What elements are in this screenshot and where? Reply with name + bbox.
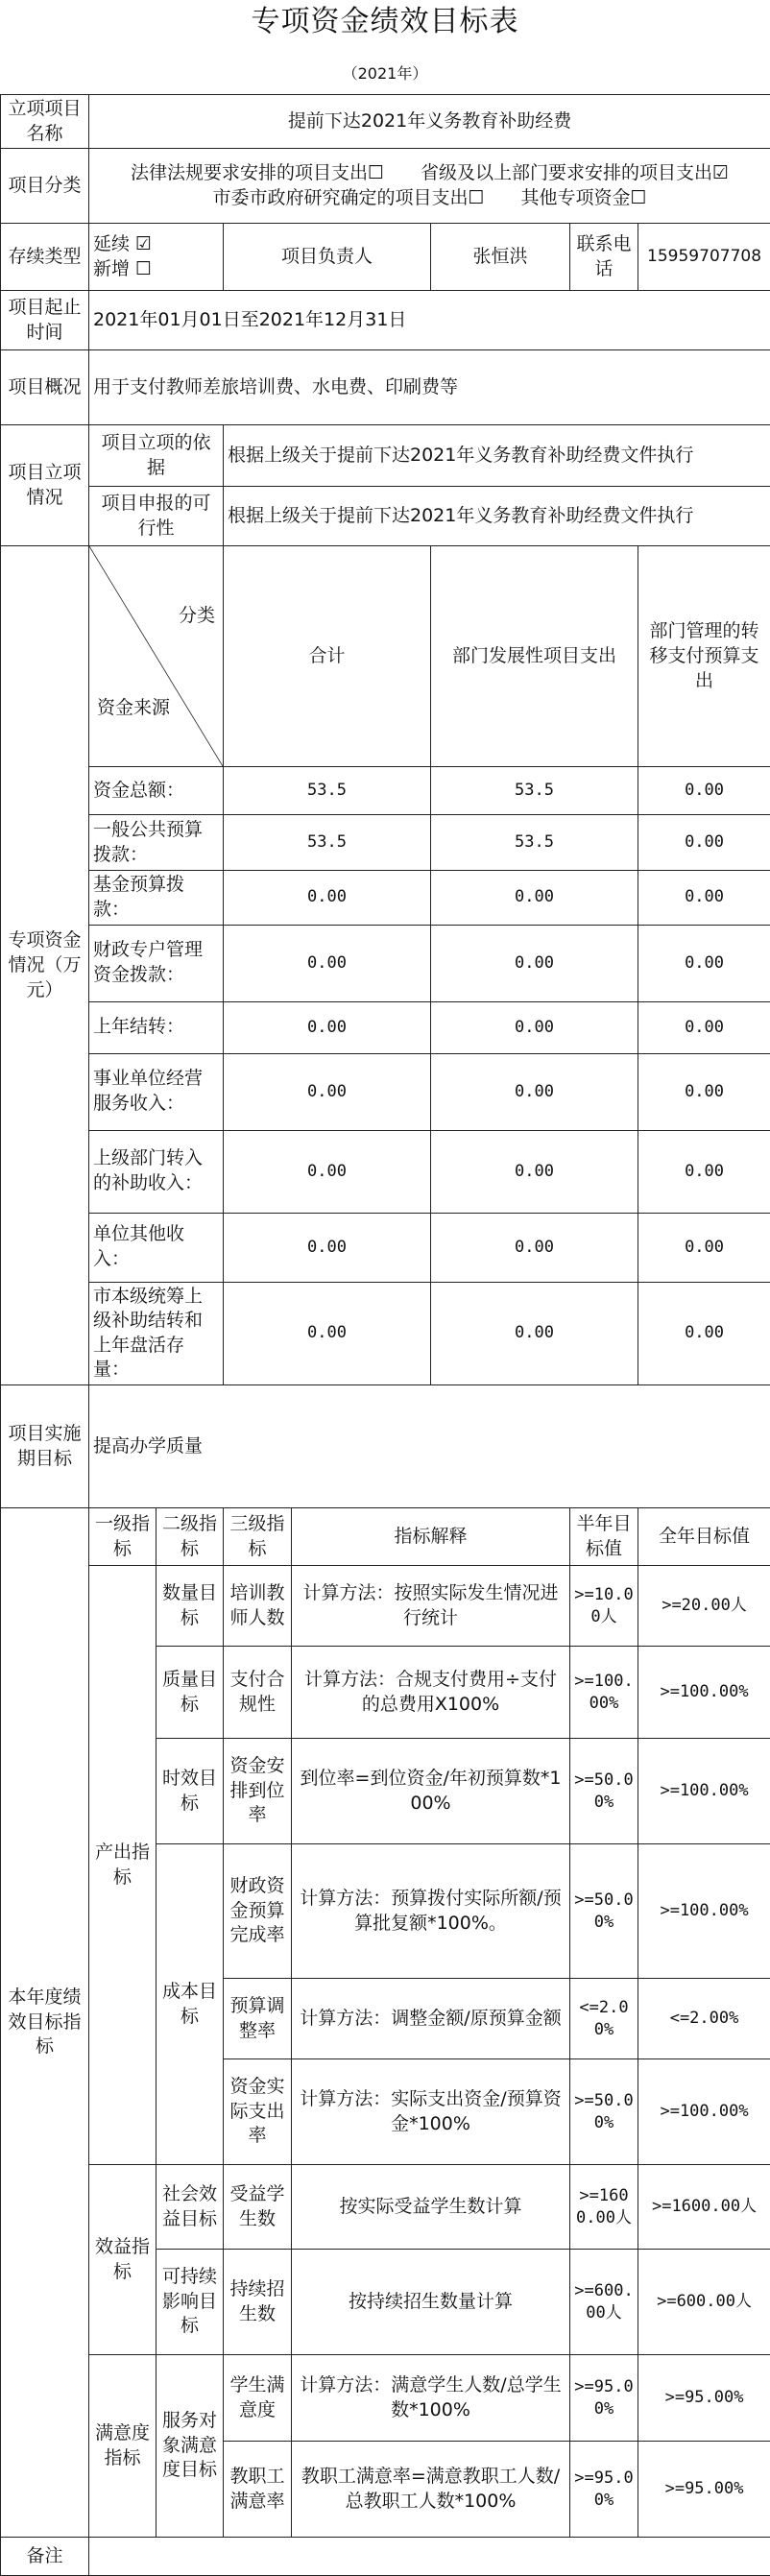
remarks-label: 备注 (1, 2538, 89, 2576)
project-phone-label: 联系电话 (570, 224, 638, 291)
indicator-explain: 计算方法：预算拨付实际所额/预算批复额*100%。 (292, 1844, 570, 1979)
funds-row-dept: 0.00 (431, 1213, 638, 1282)
indicator-l3: 财政资金预算完成率 (224, 1844, 292, 1979)
indicator-l2-sustain: 可持续影响目标 (156, 2250, 224, 2355)
basis-item-value: 根据上级关于提前下达2021年义务教育补助经费文件执行 (224, 425, 770, 487)
indicator-l2-service: 服务对象满意度目标 (156, 2355, 224, 2538)
funds-col-dept: 部门发展性项目支出 (431, 546, 638, 767)
indicator-l2-quality: 质量目标 (156, 1647, 224, 1739)
funds-row-total: 0.00 (224, 871, 431, 925)
funds-row-dept: 0.00 (431, 1130, 638, 1213)
funds-row-total: 0.00 (224, 925, 431, 1001)
project-name-row (1, 95, 770, 149)
indicator-l3: 学生满意度 (224, 2355, 292, 2442)
category-option-municipal[interactable]: 市委市政府研究确定的项目支出☐ (212, 187, 484, 208)
project-category-label: 项目分类 (1, 149, 89, 224)
indicator-l2-timeliness: 时效目标 (156, 1739, 224, 1844)
project-period-row (1, 291, 770, 350)
funds-row-transfer: 0.00 (638, 925, 770, 1001)
type-option-continue[interactable]: 延续 ☑ (93, 233, 152, 254)
project-name-value: 提前下达2021年义务教育补助经费 (89, 95, 770, 149)
project-overview-label: 项目概况 (1, 350, 89, 425)
indicator-l1-effect: 效益指标 (89, 2165, 156, 2355)
project-leader-label: 项目负责人 (224, 224, 431, 291)
project-category-options (89, 149, 770, 224)
funds-col-transfer: 部门管理的转移支付预算支出 (638, 546, 770, 767)
funds-row-total: 53.5 (224, 815, 431, 871)
indicator-l3: 资金安排到位率 (224, 1739, 292, 1844)
indicator-full: >=100.00% (638, 2059, 770, 2165)
funds-row (1, 815, 770, 871)
indicator-row (1, 1566, 770, 1647)
funds-row-total: 0.00 (224, 1213, 431, 1282)
project-type-label: 存续类型 (1, 224, 89, 291)
funds-row-label: 上级部门转入的补助收入： (89, 1130, 224, 1213)
indicator-half: >=50.00% (570, 2059, 638, 2165)
indicator-full: >=600.00人 (638, 2250, 770, 2355)
indicator-explain: 按持续招生数量计算 (292, 2250, 570, 2355)
basis-item-value: 根据上级关于提前下达2021年义务教育补助经费文件执行 (224, 487, 770, 546)
diagonal-line (89, 546, 223, 766)
funds-header-row (1, 546, 770, 767)
funds-row-label: 市本级统筹上级补助结转和上年盘活存量： (89, 1282, 224, 1385)
funds-col-total: 合计 (224, 546, 431, 767)
funds-row-label: 基金预算拨款： (89, 871, 224, 925)
indicator-explain: 到位率=到位资金/年初预算数*100% (292, 1739, 570, 1844)
indicator-half: >=50.00% (570, 1739, 638, 1844)
funds-row-transfer: 0.00 (638, 1213, 770, 1282)
indicator-header-row (1, 1508, 770, 1566)
page-title: 专项资金绩效目标表 (0, 0, 770, 44)
indicator-l3: 预算调整率 (224, 1979, 292, 2059)
indicator-row (1, 2165, 770, 2250)
indicator-explain: 计算方法：按照实际发生情况进行统计 (292, 1566, 570, 1647)
indicator-header-full: 全年目标值 (638, 1508, 770, 1566)
indicator-full: <=2.00% (638, 1979, 770, 2059)
funds-row-dept: 0.00 (431, 871, 638, 925)
funds-row-transfer: 0.00 (638, 871, 770, 925)
diagonal-source-label: 资金来源 (97, 696, 170, 721)
project-category-row (1, 149, 770, 224)
funds-row-total: 0.00 (224, 1001, 431, 1053)
remarks-row (1, 2538, 770, 2576)
indicator-l3: 培训教师人数 (224, 1566, 292, 1647)
indicator-half: >=1600.00人 (570, 2165, 638, 2250)
funds-row-dept: 0.00 (431, 1001, 638, 1053)
indicator-half: >=600.00人 (570, 2250, 638, 2355)
indicator-half: >=95.00% (570, 2442, 638, 2538)
goal-value: 提高办学质量 (89, 1385, 770, 1508)
funds-row-transfer: 0.00 (638, 815, 770, 871)
indicator-half: <=2.00% (570, 1979, 638, 2059)
indicator-full: >=100.00% (638, 1647, 770, 1739)
indicator-full: >=20.00人 (638, 1566, 770, 1647)
indicator-header-explain: 指标解释 (292, 1508, 570, 1566)
indicator-half: >=100.00% (570, 1647, 638, 1739)
project-leader-value: 张恒洪 (431, 224, 570, 291)
project-period-value: 2021年01月01日至2021年12月31日 (89, 291, 770, 350)
funds-diagonal-header (89, 546, 224, 767)
indicator-l3: 资金实际支出率 (224, 2059, 292, 2165)
project-period-label: 项目起止时间 (1, 291, 89, 350)
indicator-full: >=95.00% (638, 2442, 770, 2538)
type-option-new[interactable]: 新增 ☐ (93, 258, 152, 279)
project-basis-label: 项目立项情况 (1, 425, 89, 546)
indicator-full: >=1600.00人 (638, 2165, 770, 2250)
diagonal-category-label: 分类 (179, 604, 215, 629)
indicator-full: >=95.00% (638, 2355, 770, 2442)
indicator-full: >=100.00% (638, 1844, 770, 1979)
funds-row-dept: 53.5 (431, 815, 638, 871)
project-overview-row (1, 350, 770, 425)
indicator-explain: 计算方法：实际支出资金/预算资金*100% (292, 2059, 570, 2165)
funds-row-dept: 53.5 (431, 767, 638, 815)
funds-row-dept: 0.00 (431, 1053, 638, 1130)
indicator-l3: 支付合规性 (224, 1647, 292, 1739)
remarks-value (89, 2538, 770, 2576)
funds-row (1, 1213, 770, 1282)
indicator-section-label: 本年度绩效目标指标 (1, 1508, 89, 2538)
goal-row (1, 1385, 770, 1508)
funds-row-transfer: 0.00 (638, 1001, 770, 1053)
funds-row (1, 871, 770, 925)
funds-row-label: 财政专户管理资金拨款： (89, 925, 224, 1001)
indicator-explain: 教职工满意率=满意教职工人数/总教职工人数*100% (292, 2442, 570, 2538)
funds-row-transfer: 0.00 (638, 1130, 770, 1213)
category-option-other[interactable]: 其他专项资金☐ (521, 187, 647, 208)
funds-row (1, 925, 770, 1001)
funds-row-transfer: 0.00 (638, 767, 770, 815)
performance-table (0, 94, 770, 2576)
indicator-explain: 计算方法：满意学生人数/总学生数*100% (292, 2355, 570, 2442)
indicator-header-l2: 二级指标 (156, 1508, 224, 1566)
indicator-header-half: 半年目标值 (570, 1508, 638, 1566)
funds-row-total: 53.5 (224, 767, 431, 815)
indicator-l1-output: 产出指标 (89, 1566, 156, 2165)
indicator-l2-quantity: 数量目标 (156, 1566, 224, 1647)
project-name-label: 立项项目名称 (1, 95, 89, 149)
indicator-l2-social: 社会效益目标 (156, 2165, 224, 2250)
indicator-row (1, 2355, 770, 2442)
indicator-explain: 计算方法：调整金额/原预算金额 (292, 1979, 570, 2059)
year-label: （2021年） (0, 60, 770, 88)
indicator-l2-cost: 成本目标 (156, 1844, 224, 2165)
indicator-l3: 受益学生数 (224, 2165, 292, 2250)
funds-row (1, 767, 770, 815)
funds-row-total: 0.00 (224, 1130, 431, 1213)
funds-row-label: 资金总额： (89, 767, 224, 815)
funds-row (1, 1130, 770, 1213)
funds-row-label: 单位其他收入： (89, 1213, 224, 1282)
indicator-full: >=100.00% (638, 1739, 770, 1844)
funds-row-dept: 0.00 (431, 925, 638, 1001)
goal-label: 项目实施期目标 (1, 1385, 89, 1508)
indicator-half: >=95.00% (570, 2355, 638, 2442)
project-type-options (89, 224, 224, 291)
project-basis-row (1, 425, 770, 487)
basis-item-label: 项目立项的依据 (89, 425, 224, 487)
project-type-row (1, 224, 770, 291)
funds-row-dept: 0.00 (431, 1282, 638, 1385)
project-overview-value: 用于支付教师差旅培训费、水电费、印刷费等 (89, 350, 770, 425)
indicator-l1-satisfaction: 满意度指标 (89, 2355, 156, 2538)
funds-row-total: 0.00 (224, 1053, 431, 1130)
indicator-header-l3: 三级指标 (224, 1508, 292, 1566)
project-feasibility-row (1, 487, 770, 546)
funds-row-total: 0.00 (224, 1282, 431, 1385)
indicator-header-l1: 一级指标 (89, 1508, 156, 1566)
indicator-l3: 持续招生数 (224, 2250, 292, 2355)
category-option-law[interactable]: 法律法规要求安排的项目支出☐ (131, 162, 384, 183)
indicator-explain: 按实际受益学生数计算 (292, 2165, 570, 2250)
basis-item-label: 项目申报的可行性 (89, 487, 224, 546)
funds-row (1, 1053, 770, 1130)
funds-row (1, 1001, 770, 1053)
funds-row-label: 一般公共预算拨款： (89, 815, 224, 871)
funds-section-label: 专项资金情况（万元） (1, 546, 89, 1385)
indicator-l3: 教职工满意率 (224, 2442, 292, 2538)
funds-row-label: 上年结转： (89, 1001, 224, 1053)
funds-row (1, 1282, 770, 1385)
category-option-province[interactable]: 省级及以上部门要求安排的项目支出☑ (421, 162, 729, 183)
indicator-explain: 计算方法：合规支付费用÷支付的总费用X100% (292, 1647, 570, 1739)
funds-row-transfer: 0.00 (638, 1282, 770, 1385)
indicator-half: >=50.00% (570, 1844, 638, 1979)
project-phone-value: 15959707708 (638, 224, 770, 291)
funds-row-label: 事业单位经营服务收入： (89, 1053, 224, 1130)
indicator-half: >=10.00人 (570, 1566, 638, 1647)
funds-row-transfer: 0.00 (638, 1053, 770, 1130)
